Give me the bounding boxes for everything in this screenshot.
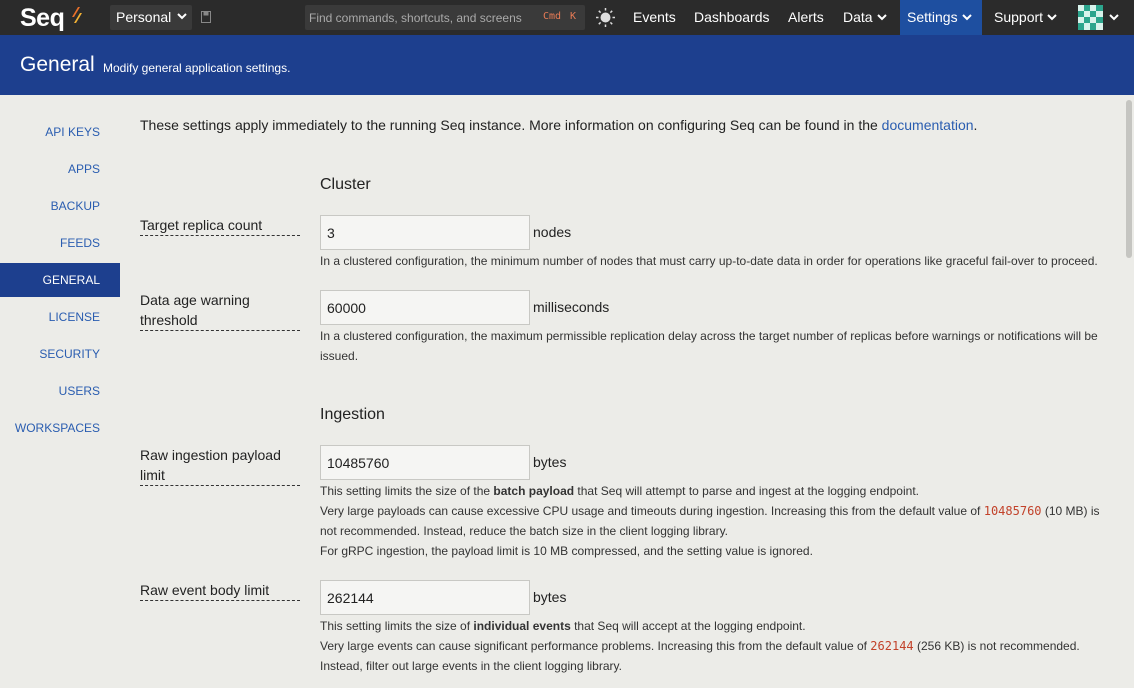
save-icon[interactable]: [201, 11, 211, 23]
shortcut-mod: Cmd: [543, 11, 562, 22]
nav-data-label: Data: [843, 9, 873, 25]
sidebar-item-feeds[interactable]: FEEDS: [59, 236, 100, 250]
page-header: [0, 35, 1134, 95]
event-body-limit-help: [320, 616, 1110, 676]
vertical-scrollbar[interactable]: [1126, 100, 1132, 258]
payload-help-line-1: This setting limits the size of the batch payload that Seq will attempt to parse and ingest at the logging endpoint.: [320, 484, 919, 498]
sidebar-item-license[interactable]: LICENSE: [48, 310, 100, 324]
payload-default-code: 10485760: [983, 504, 1042, 518]
event-body-limit-input[interactable]: [320, 580, 530, 615]
seq-logo[interactable]: Seq: [20, 4, 65, 32]
replica-count-input[interactable]: [320, 215, 530, 250]
data-age-unit: milliseconds: [533, 299, 610, 315]
event-body-limit-label-text: Raw event body limit: [140, 580, 300, 601]
data-age-input[interactable]: [320, 290, 530, 325]
payload-help-line-3: not recommended. Instead, reduce the batch size in the client logging library.: [320, 524, 729, 538]
payload-limit-input[interactable]: [320, 445, 530, 480]
payload-help-line-2: Very large payloads can cause excessive CPU usage and timeouts during ingestion. Increasing this from the default value of 10485760 (10 MB) is: [320, 504, 1100, 518]
section-ingestion-heading: Ingestion: [320, 406, 385, 423]
nav-dashboards[interactable]: Dashboards: [694, 9, 770, 25]
chevron-down-icon[interactable]: [1109, 14, 1119, 21]
section-cluster-heading: Cluster: [320, 176, 371, 193]
nav-support[interactable]: [987, 0, 1064, 35]
documentation-link[interactable]: documentation: [881, 117, 974, 133]
replica-count-label: [140, 215, 300, 236]
sidebar-item-api-keys[interactable]: API KEYS: [45, 125, 100, 139]
chevron-down-icon: [962, 14, 972, 21]
replica-count-help: In a clustered configuration, the minimum number of nodes that must carry up-to-date data in order for operations like graceful fail-over to proceed.: [320, 254, 1098, 268]
chevron-down-icon: [1047, 14, 1057, 21]
event-body-limit-label: [140, 580, 300, 601]
sidebar-item-workspaces[interactable]: WORKSPACES: [14, 421, 100, 435]
replica-count-unit: nodes: [533, 224, 572, 240]
nav-settings[interactable]: [900, 0, 982, 35]
payload-limit-label: [140, 445, 300, 486]
command-search-input[interactable]: [309, 5, 539, 30]
event-body-limit-unit: bytes: [533, 589, 567, 605]
intro-text: [140, 117, 977, 133]
sidebar-item-backup[interactable]: BACKUP: [50, 199, 100, 213]
nav-data[interactable]: [836, 0, 894, 35]
top-bar: [0, 0, 1134, 35]
user-avatar[interactable]: [1078, 5, 1103, 30]
payload-limit-help: [320, 481, 1110, 561]
data-age-help: In a clustered configuration, the maximum permissible replication delay across the target number of replicas before warnings or notifications will be issued.: [320, 329, 1098, 363]
chevron-down-icon: [877, 14, 887, 21]
seq-logo-mark-icon: [72, 7, 82, 23]
intro-body: These settings apply immediately to the running Seq instance. More information on configuring Seq can be found in the: [140, 117, 882, 133]
payload-help-line-4: For gRPC ingestion, the payload limit is 10 MB compressed, and the setting value is ignored.: [320, 544, 813, 558]
data-age-label-text: Data age warning threshold: [140, 290, 300, 331]
workspace-selector[interactable]: [110, 5, 192, 30]
chevron-down-icon: [177, 13, 187, 20]
shortcut-key: K: [570, 11, 577, 22]
event-help-line-1: This setting limits the size of individual events that Seq will accept at the logging endpoint.: [320, 619, 806, 633]
replica-count-label-text: Target replica count: [140, 215, 300, 236]
page-subtitle: Modify general application settings.: [103, 61, 291, 75]
intro-end: .: [973, 117, 978, 133]
event-help-line-2: Very large events can cause significant performance problems. Increasing this from the default value of 262144 (256 KB) is not recommended.: [320, 639, 1080, 653]
event-default-code: 262144: [870, 639, 914, 653]
page-title: General: [20, 53, 95, 76]
sidebar-item-security[interactable]: SECURITY: [39, 347, 100, 361]
nav-alerts[interactable]: Alerts: [788, 9, 824, 25]
sidebar-item-users[interactable]: USERS: [58, 384, 100, 398]
nav-support-label: Support: [994, 9, 1044, 25]
data-age-label: [140, 290, 300, 331]
sidebar-item-apps[interactable]: APPS: [67, 162, 100, 176]
workspace-name: Personal: [116, 9, 172, 25]
nav-events[interactable]: Events: [633, 9, 676, 25]
sidebar-item-general[interactable]: GENERAL: [42, 273, 100, 287]
event-help-line-3: Instead, filter out large events in the client logging library.: [320, 659, 622, 673]
theme-toggle-icon[interactable]: [596, 8, 615, 27]
command-palette[interactable]: [305, 5, 585, 30]
payload-limit-label-text: Raw ingestion payload limit: [140, 445, 300, 486]
nav-settings-label: Settings: [907, 9, 958, 25]
payload-limit-unit: bytes: [533, 454, 567, 470]
